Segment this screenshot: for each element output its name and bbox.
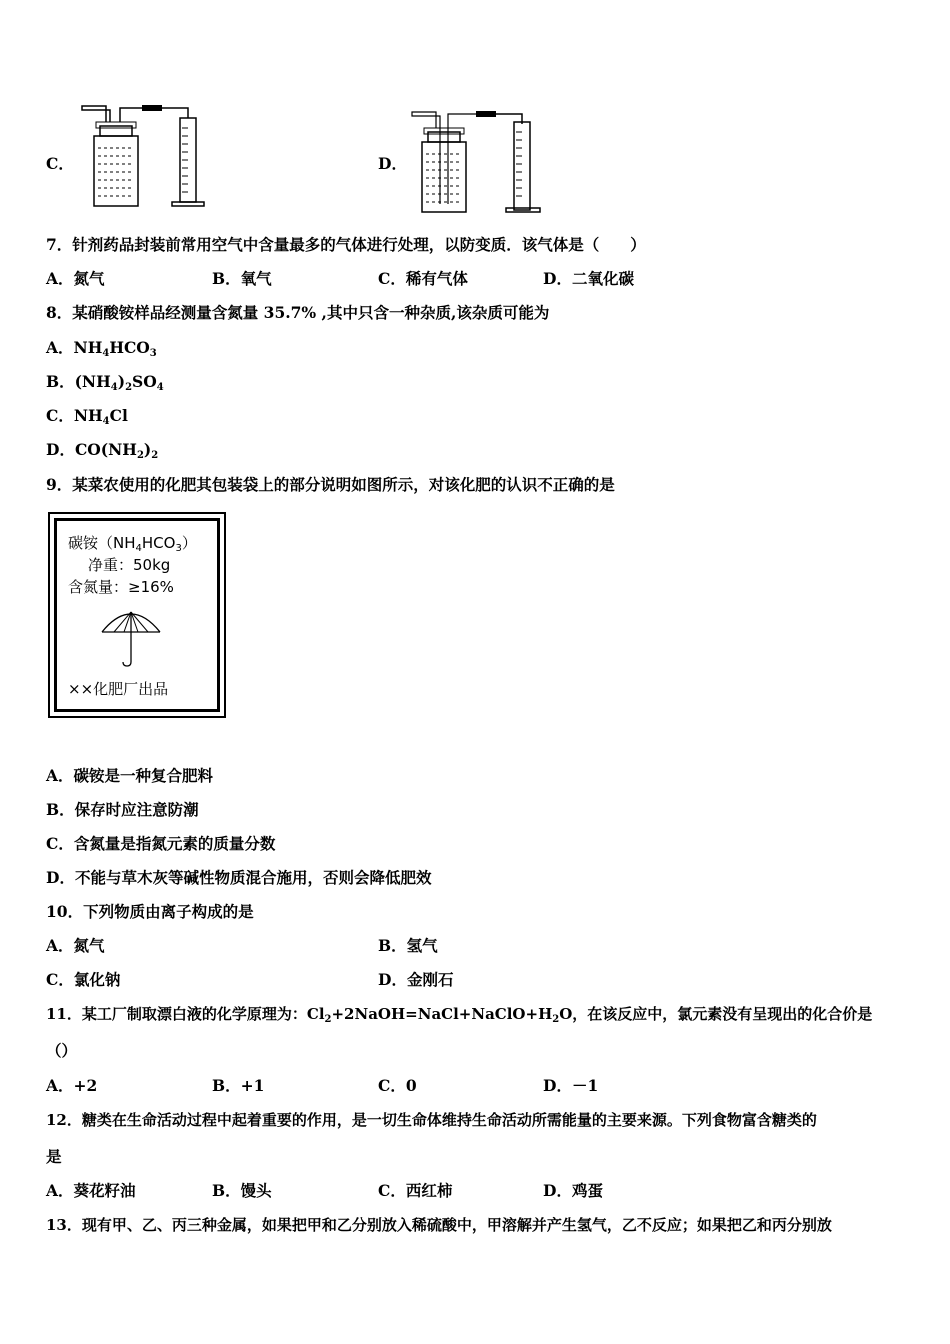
q8-stem: 8．某硝酸铵样品经测量含氮量 35.7% ,其中只含一种杂质,该杂质可能为 [46, 303, 550, 322]
gas-bottle-apparatus-c [76, 98, 216, 210]
fertilizer-package-label [48, 512, 226, 718]
q13-stem: 13．现有甲、乙、丙三种金属，如果把甲和乙分别放入稀硫酸中，甲溶解并产生氢气，乙不反应；如果把乙和丙分别放 [46, 1216, 832, 1234]
q11-option-b: B．+1 [212, 1076, 265, 1095]
q10-option-b: B．氢气 [378, 936, 438, 955]
q11-stem: 11．某工厂制取漂白液的化学原理为：$Cl_2+2NaOH=NaCl+NaClO+H_2O$，在该反应中，氯元素没有呈现出的化合价是 [46, 1005, 873, 1025]
q12-option-a: A．葵花籽油 [46, 1181, 136, 1200]
label-net-weight: 净重：50kg [88, 556, 171, 574]
q8-option-c: C．$NH_4Cl$ [46, 406, 128, 427]
q7-option-b: B．氧气 [212, 269, 272, 288]
q12-stem-continued: 是 [46, 1147, 62, 1166]
q7-option-c: C．稀有气体 [378, 269, 468, 288]
q9-option-a: A．碳铵是一种复合肥料 [46, 766, 214, 785]
label-manufacturer: ××化肥厂出品 [68, 680, 169, 698]
q8-option-b: B．$(NH_4)_2SO_4$ [46, 372, 164, 393]
q9-option-c: C．含氮量是指氮元素的质量分数 [46, 834, 276, 853]
q11-option-a: A．+2 [46, 1076, 98, 1095]
q12-option-d: D．鸡蛋 [543, 1181, 603, 1200]
label-nitrogen-content: 含氮量：≥16% [68, 578, 174, 596]
q11-option-d: D．－1 [543, 1076, 599, 1095]
umbrella-icon [98, 606, 164, 668]
q6-option-d-label: D． [378, 154, 407, 173]
q7-option-d: D．二氧化碳 [543, 269, 634, 288]
q12-stem: 12．糖类在生命活动过程中起着重要的作用，是一切生命体维持生命活动所需能量的主要来源。下列食物富含糖类的 [46, 1111, 817, 1129]
q10-stem: 10．下列物质由离子构成的是 [46, 902, 254, 921]
q10-option-c: C．氯化钠 [46, 970, 121, 989]
gas-bottle-apparatus-d [404, 104, 554, 216]
q8-option-d: D．$CO(NH_2)_2$ [46, 440, 159, 461]
q12-option-b: B．馒头 [212, 1181, 272, 1200]
q9-stem: 9．某菜农使用的化肥其包装袋上的部分说明如图所示，对该化肥的认识不正确的是 [46, 475, 615, 494]
q11-stem-continued: （） [46, 1041, 78, 1060]
q7-stem: 7．针剂药品封装前常用空气中含量最多的气体进行处理，以防变质．该气体是（ ） [46, 235, 646, 254]
q9-option-d: D．不能与草木灰等碱性物质混合施用，否则会降低肥效 [46, 868, 432, 887]
q6-option-c-label: C． [46, 154, 74, 173]
label-product-name: 碳铵$(NH_4HCO_3)$ [68, 534, 197, 554]
q11-option-c: C．0 [378, 1076, 417, 1095]
q10-option-a: A．氮气 [46, 936, 105, 955]
q10-option-d: D．金刚石 [378, 970, 454, 989]
q8-option-a: A．$NH_4HCO_3$ [46, 338, 157, 359]
q9-option-b: B．保存时应注意防潮 [46, 800, 199, 819]
q7-option-a: A．氮气 [46, 269, 105, 288]
q12-option-c: C．西红柿 [378, 1181, 453, 1200]
